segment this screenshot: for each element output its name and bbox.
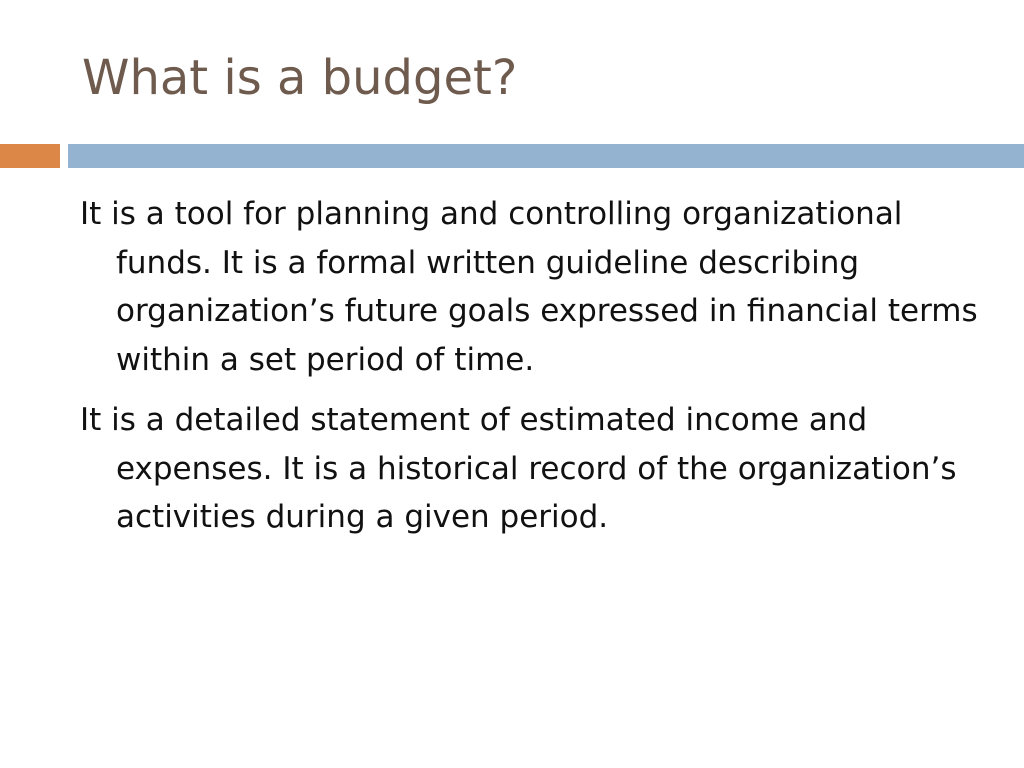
paragraph-tool-definition: It is a tool for planning and controlling organizational funds. It is a formal written guideline describing organization’s future goals expressed in financial terms within a set period of time. [80,196,978,378]
divider-accent-block [0,144,60,168]
title-divider [0,144,1024,168]
paragraph-statement-definition: It is a detailed statement of estimated income and expenses. It is a historical record of the organization’s activities during a given period. [80,402,957,535]
divider-bar [68,144,1024,168]
slide-title: What is a budget? [82,50,518,106]
slide-body [80,190,980,554]
